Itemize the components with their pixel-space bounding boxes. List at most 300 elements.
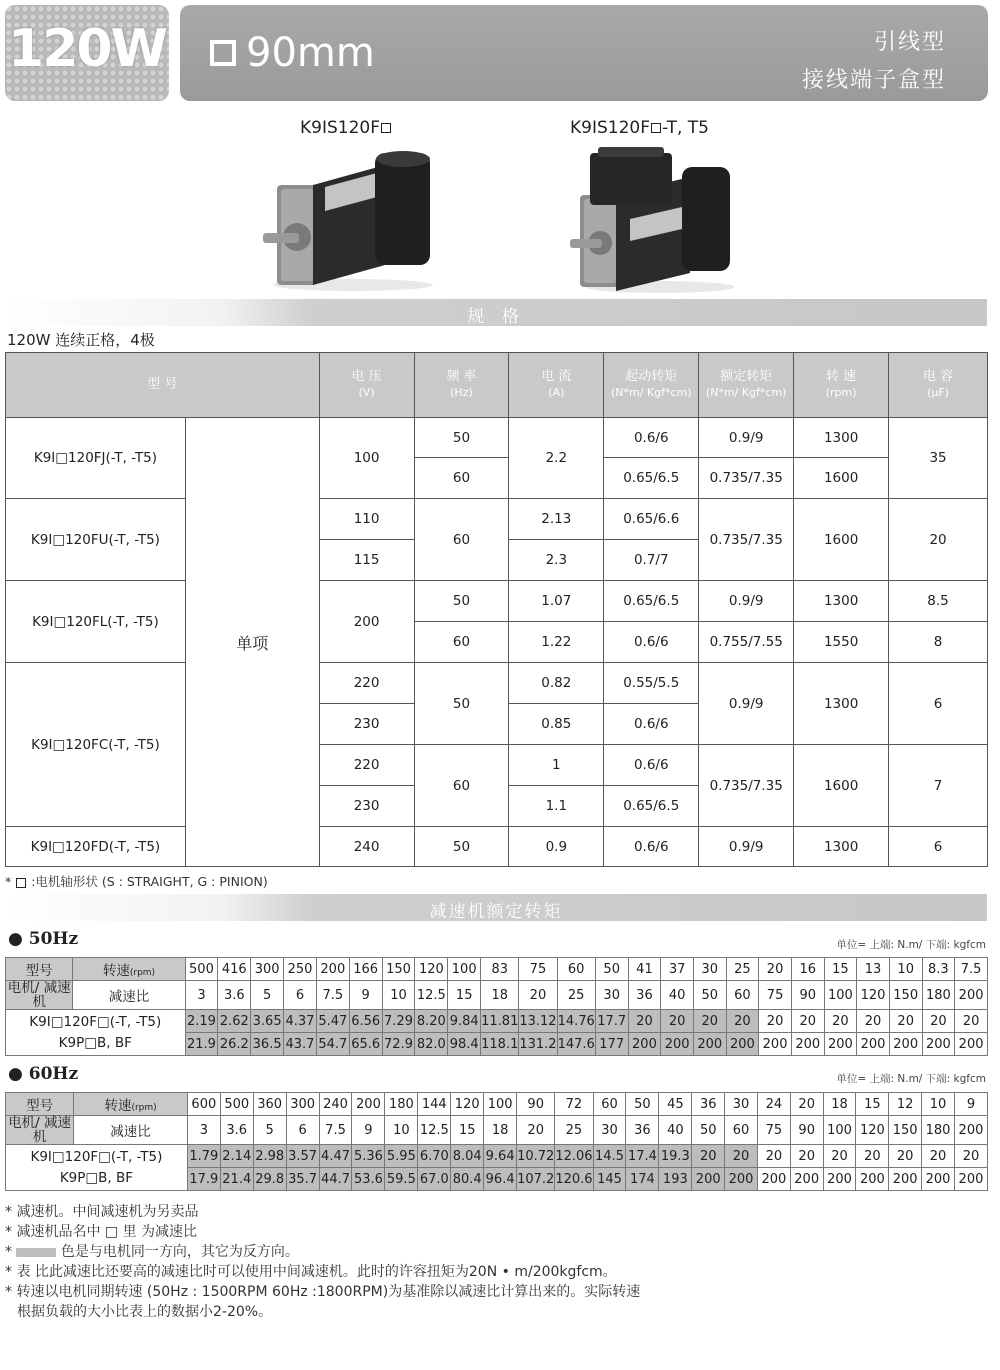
header-speed: 转 速 (rpm) [794,353,889,418]
model-cell: K9I□120FC(-T, -T5) [6,663,186,827]
torque-nm-cell: 6.56 [349,1010,382,1033]
current-cell: 1.1 [509,786,604,827]
motor-lead-wire-image [255,145,445,295]
speed-cell: 50 [626,1093,659,1116]
speed-cell: 500 [185,958,218,981]
ratio-cell: 180 [922,1116,955,1145]
torque-nm-cell: 1.79 [187,1145,220,1168]
frame-size-label: 90mm [246,30,375,76]
notes-block [5,1202,985,1322]
capacitor-cell: 6 [889,827,988,867]
rated-torque-cell: 0.9/9 [699,663,794,745]
torque-kgf-cell: 200 [791,1033,824,1056]
right-caption-text-a: K9IS120F [570,118,650,138]
speed-cell: 150 [382,958,415,981]
speed-cell: 1600 [794,458,889,499]
ratio-cell: 150 [889,1116,922,1145]
torque-nm-cell: 12.06 [555,1145,593,1168]
note-item: * 表 比此减速比还要高的减速比时可以使用中间减速机。此时的许容扭矩为20N • m/200kgfcm。 [5,1264,617,1280]
start-torque-cell: 0.65/6.5 [604,581,699,622]
shade-swatch [16,1248,56,1257]
speed-cell: 12 [889,1093,922,1116]
torque-kgf-cell: 65.6 [349,1033,382,1056]
torque-nm-cell: 19.3 [659,1145,692,1168]
ratio-cell: 150 [889,981,922,1010]
torque-kgf-cell: 200 [889,1033,922,1056]
ratio-cell: 30 [595,981,628,1010]
speed-cell: 1300 [794,581,889,622]
header-model: 型 号 [6,353,320,418]
start-torque-cell: 0.65/6.5 [604,786,699,827]
speed-cell: 416 [218,958,251,981]
speed-cell: 50 [595,958,628,981]
torque-kgf-cell: 131.2 [519,1033,557,1056]
header-frequency: 频 率 (Hz) [414,353,509,418]
model-cell: K9I□120FL(-T, -T5) [6,581,186,663]
torque-nm-cell: 20 [856,1145,889,1168]
torque-nm-cell: 17.7 [595,1010,628,1033]
voltage-cell: 220 [319,745,414,786]
speed-cell: 9 [954,1093,987,1116]
speed-cell: 60 [593,1093,626,1116]
speed-cell: 240 [319,1093,352,1116]
speed-cell: 300 [286,1093,319,1116]
current-cell: 2.2 [509,418,604,499]
ratio-cell: 75 [757,1116,790,1145]
frequency-cell: 60 [414,622,509,663]
speed-cell: 200 [316,958,349,981]
speed-cell: 18 [823,1093,856,1116]
voltage-cell: 110 [319,499,414,540]
ratio-cell: 9 [349,981,382,1010]
start-torque-cell: 0.7/7 [604,540,699,581]
torque-kgf-cell: 200 [693,1033,726,1056]
speed-cell: 41 [628,958,661,981]
torque-nm-cell: 3.65 [251,1010,284,1033]
speed-cell: 1600 [794,499,889,581]
ratio-cell: 30 [593,1116,626,1145]
torque-kgf-cell: 26.2 [218,1033,251,1056]
torque-nm-cell: 20 [790,1145,823,1168]
gear-table-60hz [5,1092,988,1191]
speed-cell: 120 [451,1093,484,1116]
speed-cell: 8.3 [922,958,955,981]
ratio-cell: 20 [519,981,557,1010]
torque-nm-cell: 20 [661,1010,694,1033]
ratio-cell: 3.6 [220,1116,253,1145]
speed-cell: 36 [692,1093,725,1116]
ratio-cell: 200 [954,1116,987,1145]
ratio-cell: 15 [451,1116,484,1145]
speed-cell: 60 [557,958,595,981]
torque-nm-cell: 4.47 [319,1145,352,1168]
spec-section-band [5,299,987,326]
speed-cell: 200 [352,1093,385,1116]
unit-note-50: 单位= 上端: N.m/ 下端: kgfcm [836,939,986,951]
capacitor-cell: 35 [889,418,988,499]
motor-terminal-box-image [570,145,740,295]
speed-cell: 120 [415,958,448,981]
speed-cell: 1300 [794,827,889,867]
torque-kgf-cell: 82.0 [415,1033,448,1056]
header-current: 电 流 (A) [509,353,604,418]
voltage-cell: 230 [319,704,414,745]
ratio-cell: 5 [253,1116,286,1145]
speed-row [6,958,988,981]
current-cell: 1 [509,745,604,786]
torque-nm-cell: 9.84 [448,1010,481,1033]
power-label: 120W [8,19,166,79]
start-torque-cell: 0.65/6.5 [604,458,699,499]
speed-row [6,1093,988,1116]
torque-kgf-cell: 67.0 [418,1168,451,1191]
ratio-cell: 10 [382,981,415,1010]
ratio-cell: 40 [659,1116,692,1145]
ratio-cell: 60 [726,981,759,1010]
torque-nm-cell: 20 [759,1010,792,1033]
torque-kgf-cell: 200 [661,1033,694,1056]
col-model-label: 型号 [6,1093,74,1116]
speed-cell: 15 [824,958,857,981]
note-item: * 减速机。中间减速机为另卖品 [5,1204,199,1220]
torque-kgf-cell: 21.4 [220,1168,253,1191]
torque-nm-cell: 9.64 [484,1145,517,1168]
table-row [6,827,988,867]
torque-kgf-cell: 200 [823,1168,856,1191]
speed-cell: 83 [481,958,519,981]
torque-nm-cell: 11.81 [481,1010,519,1033]
ratio-cell: 36 [628,981,661,1010]
ratio-cell: 120 [856,1116,889,1145]
ratio-cell: 6 [286,1116,319,1145]
torque-kgf-cell: 147.6 [557,1033,595,1056]
torque-kgf-cell: 44.7 [319,1168,352,1191]
ratio-cell: 5 [251,981,284,1010]
table-row [6,663,988,704]
torque-nm-cell: 2.62 [218,1010,251,1033]
torque-kgf-cell: 21.9 [185,1033,218,1056]
ratio-cell: 12.5 [415,981,448,1010]
torque-kgf-cell: 177 [595,1033,628,1056]
table-row [6,418,988,458]
torque-kgf-cell: 200 [824,1033,857,1056]
torque-nm-cell: 20 [824,1010,857,1033]
speed-cell: 600 [187,1093,220,1116]
voltage-cell: 100 [319,418,414,499]
torque-nm-cell: 8.20 [415,1010,448,1033]
hz60-heading: ● 60Hz [8,1064,79,1084]
current-cell: 1.07 [509,581,604,622]
torque-kgf-cell: 200 [889,1168,922,1191]
ratio-cell: 50 [692,1116,725,1145]
rated-torque-cell: 0.9/9 [699,827,794,867]
frequency-cell: 60 [414,499,509,581]
start-torque-cell: 0.6/6 [604,418,699,458]
torque-nm-cell: 20 [693,1010,726,1033]
voltage-cell: 115 [319,540,414,581]
right-caption-text-b: -T, T5 [662,118,709,138]
model-cell: K9I□120F□(-T, -T5) K9P□B, BF [6,1010,186,1056]
ratio-cell: 3 [187,1116,220,1145]
speed-cell: 144 [418,1093,451,1116]
capacitor-cell: 8.5 [889,581,988,622]
current-cell: 0.9 [509,827,604,867]
capacitor-cell: 6 [889,663,988,745]
ratio-cell: 25 [557,981,595,1010]
torque-kgf-cell: 98.4 [448,1033,481,1056]
col-motor-label: 电机/ 减速机 [6,981,73,1010]
note-item: 根据负载的大小比表上的数据小2-20%。 [17,1304,273,1320]
speed-cell: 30 [693,958,726,981]
torque-nm-cell: 5.95 [385,1145,418,1168]
gear-section-title: 减速机额定转矩 [429,902,563,922]
ratio-cell: 100 [824,981,857,1010]
speed-cell: 10 [922,1093,955,1116]
torque-nm-cell: 20 [922,1145,955,1168]
capacitor-cell: 8 [889,622,988,663]
start-torque-cell: 0.6/6 [604,827,699,867]
torque-kgf-cell: 118.1 [481,1033,519,1056]
voltage-cell: 200 [319,581,414,663]
speed-cell: 1300 [794,418,889,458]
start-torque-cell: 0.6/6 [604,745,699,786]
ratio-cell: 3.6 [218,981,251,1010]
torque-kgf-cell: 54.7 [316,1033,349,1056]
torque-kgf-cell: 35.7 [286,1168,319,1191]
ratio-cell: 40 [661,981,694,1010]
speed-cell: 100 [448,958,481,981]
gear-table-50hz [5,957,988,1056]
speed-cell: 75 [519,958,557,981]
torque-kgf-cell: 29.8 [253,1168,286,1191]
torque-nm-cell: 6.70 [418,1145,451,1168]
frequency-cell: 60 [414,458,509,499]
speed-label: 转速(rpm) [73,958,185,981]
torque-nm-cell: 7.29 [382,1010,415,1033]
speed-cell: 20 [759,958,792,981]
rated-torque-cell: 0.735/7.35 [699,745,794,827]
frequency-cell: 50 [414,581,509,622]
ratio-cell: 180 [922,981,955,1010]
torque-nm-cell: 20 [922,1010,955,1033]
note-item: * 转速以电机同期转速 (50Hz : 1500RPM 60Hz :1800RPM)为基准除以减速比计算出来的。实际转速 [5,1284,641,1300]
torque-nm-cell: 20 [692,1145,725,1168]
torque-nm-cell: 20 [725,1145,758,1168]
speed-cell: 100 [484,1093,517,1116]
torque-kgf-cell: 36.5 [251,1033,284,1056]
square-icon [651,123,661,133]
torque-kgf-cell: 59.5 [385,1168,418,1191]
speed-cell: 250 [284,958,317,981]
speed-cell: 180 [385,1093,418,1116]
rated-torque-cell: 0.735/7.35 [699,458,794,499]
speed-cell: 90 [517,1093,555,1116]
ratio-cell: 9 [352,1116,385,1145]
torque-nm-cell: 20 [889,1010,922,1033]
header-capacitor: 电 容 (μF) [889,353,988,418]
ratio-row [6,981,988,1010]
left-product-caption [300,118,392,138]
torque-nm-cell: 3.57 [286,1145,319,1168]
hz60-label: 60Hz [28,1064,79,1084]
header-rated-torque: 额定转矩 (N*m/ Kgf*cm) [699,353,794,418]
square-icon [16,878,26,888]
torque-nm-row [6,1010,988,1033]
note-item: * 色是与电机同一方向，其它为反方向。 [5,1244,299,1260]
speed-cell: 13 [857,958,890,981]
torque-nm-cell: 4.37 [284,1010,317,1033]
torque-kgf-cell: 43.7 [284,1033,317,1056]
torque-kgf-cell: 200 [790,1168,823,1191]
ratio-cell: 200 [955,981,988,1010]
torque-nm-cell: 20 [857,1010,890,1033]
spec-table [5,352,988,867]
frequency-cell: 50 [414,418,509,458]
torque-nm-cell: 20 [955,1010,988,1033]
ratio-label: 减速比 [73,981,185,1010]
frequency-cell: 60 [414,745,509,827]
torque-nm-cell: 5.36 [352,1145,385,1168]
torque-nm-cell: 5.47 [316,1010,349,1033]
unit-note-60: 单位= 上端: N.m/ 下端: kgfcm [836,1073,986,1085]
torque-nm-cell: 20 [823,1145,856,1168]
torque-nm-cell: 2.19 [185,1010,218,1033]
power-badge [5,5,169,101]
torque-kgf-cell: 200 [955,1033,988,1056]
speed-cell: 25 [726,958,759,981]
ratio-cell: 6 [284,981,317,1010]
ratio-cell: 20 [517,1116,555,1145]
ratio-cell: 7.5 [319,1116,352,1145]
torque-nm-cell: 20 [889,1145,922,1168]
speed-label: 转速(rpm) [74,1093,188,1116]
current-cell: 0.85 [509,704,604,745]
ratio-cell: 12.5 [418,1116,451,1145]
torque-nm-cell: 10.72 [517,1145,555,1168]
ratio-cell: 120 [857,981,890,1010]
speed-cell: 1600 [794,745,889,827]
model-cell: K9I□120FJ(-T, -T5) [6,418,186,499]
torque-kgf-cell: 120.6 [555,1168,593,1191]
ratio-cell: 36 [626,1116,659,1145]
speed-cell: 20 [790,1093,823,1116]
torque-kgf-cell: 80.4 [451,1168,484,1191]
torque-kgf-cell: 200 [692,1168,725,1191]
speed-cell: 10 [889,958,922,981]
torque-kgf-cell: 200 [857,1033,890,1056]
torque-kgf-cell: 200 [757,1168,790,1191]
speed-cell: 300 [251,958,284,981]
torque-nm-cell: 20 [791,1010,824,1033]
speed-cell: 72 [555,1093,593,1116]
torque-kgf-cell: 53.6 [352,1168,385,1191]
torque-kgf-cell: 17.9 [187,1168,220,1191]
torque-kgf-cell: 200 [726,1033,759,1056]
torque-nm-cell: 13.12 [519,1010,557,1033]
type-lead-wire: 引线型 [873,30,946,55]
torque-kgf-cell: 200 [922,1168,955,1191]
speed-cell: 37 [661,958,694,981]
torque-nm-cell: 2.98 [253,1145,286,1168]
ratio-cell: 7.5 [316,981,349,1010]
start-torque-cell: 0.6/6 [604,704,699,745]
header-start-torque: 起动转矩 (N*m/ Kgf*cm) [604,353,699,418]
col-motor-label: 电机/ 减速机 [6,1116,74,1145]
ratio-cell: 15 [448,981,481,1010]
header-voltage: 电 压 (V) [319,353,414,418]
current-cell: 2.3 [509,540,604,581]
speed-cell: 1550 [794,622,889,663]
rated-torque-cell: 0.9/9 [699,418,794,458]
note-item: * 减速机品名中 □ 里 为减速比 [5,1224,198,1240]
speed-cell: 500 [220,1093,253,1116]
model-cell: K9I□120FU(-T, -T5) [6,499,186,581]
capacitor-cell: 20 [889,499,988,581]
torque-kgf-cell: 200 [725,1168,758,1191]
shaft-footnote-text: :电机轴形状 (S : STRAIGHT, G : PINION) [31,874,268,889]
speed-cell: 16 [791,958,824,981]
spec-section-title: 规 格 [467,307,525,327]
rated-torque-cell: 0.735/7.35 [699,499,794,581]
torque-kgf-cell: 145 [593,1168,626,1191]
ratio-cell: 3 [185,981,218,1010]
col-model-label: 型号 [6,958,73,981]
hz50-heading: ● 50Hz [8,929,79,949]
ratio-cell: 10 [385,1116,418,1145]
square-icon [210,40,236,66]
square-icon [381,123,391,133]
torque-kgf-cell: 200 [922,1033,955,1056]
table-row [6,499,988,540]
table-row [6,581,988,622]
speed-cell: 1300 [794,663,889,745]
torque-kgf-cell: 174 [626,1168,659,1191]
capacitor-cell: 7 [889,745,988,827]
torque-nm-cell: 14.5 [593,1145,626,1168]
frequency-cell: 50 [414,663,509,745]
current-cell: 2.13 [509,499,604,540]
phase-cell: 单项 [185,418,319,867]
ratio-cell: 25 [555,1116,593,1145]
shaft-footnote: * :电机轴形状 (S : STRAIGHT, G : PINION) [5,874,268,889]
ratio-cell: 60 [725,1116,758,1145]
ratio-cell: 75 [759,981,792,1010]
torque-nm-row [6,1145,988,1168]
model-cell: K9I□120F□(-T, -T5) K9P□B, BF [6,1145,188,1191]
torque-nm-cell: 17.4 [626,1145,659,1168]
torque-kgf-cell: 96.4 [484,1168,517,1191]
torque-kgf-cell: 200 [759,1033,792,1056]
speed-cell: 15 [856,1093,889,1116]
speed-cell: 7.5 [955,958,988,981]
current-cell: 0.82 [509,663,604,704]
ratio-cell: 18 [481,981,519,1010]
torque-nm-cell: 20 [757,1145,790,1168]
spec-header-row [6,353,988,418]
torque-nm-cell: 14.76 [557,1010,595,1033]
title-bar [180,5,988,101]
torque-kgf-cell: 107.2 [517,1168,555,1191]
rated-torque-cell: 0.9/9 [699,581,794,622]
left-caption-text: K9IS120F [300,118,380,138]
speed-cell: 166 [349,958,382,981]
ratio-cell: 90 [790,1116,823,1145]
torque-kgf-cell: 200 [628,1033,661,1056]
ratio-cell: 100 [823,1116,856,1145]
torque-kgf-cell: 200 [856,1168,889,1191]
speed-cell: 45 [659,1093,692,1116]
start-torque-cell: 0.6/6 [604,622,699,663]
